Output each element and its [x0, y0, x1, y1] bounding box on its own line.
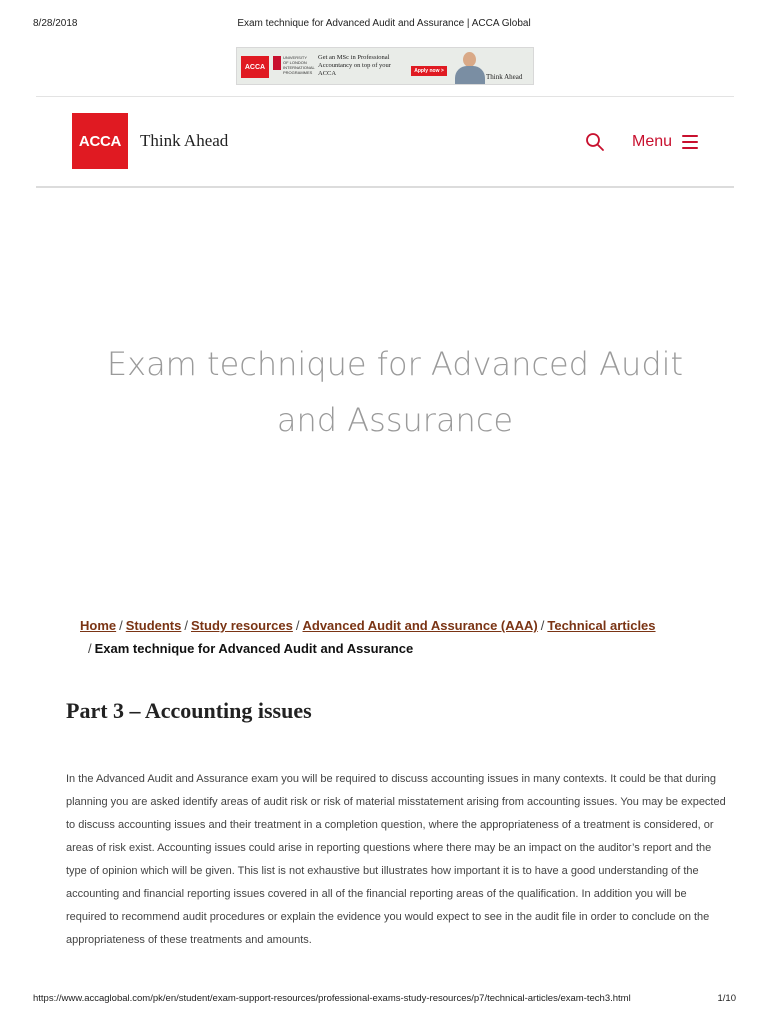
ad-text: Get an MSc in Professional Accountancy on top of your ACCA	[318, 54, 391, 77]
ad-banner[interactable]	[236, 47, 534, 85]
breadcrumb-separator: /	[540, 618, 545, 633]
menu-button[interactable]	[632, 130, 700, 154]
brand-tagline: Think Ahead	[140, 131, 229, 150]
breadcrumb-separator: /	[184, 618, 188, 633]
print-page-number: 1/10	[717, 993, 736, 1004]
search-icon	[584, 131, 606, 153]
ad-tagline: Think Ahead	[486, 73, 523, 81]
page-title	[80, 336, 710, 448]
breadcrumb-home[interactable]: Home	[80, 618, 117, 633]
breadcrumb-technical-articles[interactable]: Technical articles	[547, 618, 656, 633]
print-date: 8/28/2018	[33, 18, 78, 29]
hamburger-icon	[682, 135, 700, 149]
ad-university-name: UNIVERSITY OF LONDON INTERNATIONAL PROGRAMMES	[283, 55, 315, 75]
search-button[interactable]	[584, 131, 606, 153]
menu-label: Menu	[632, 133, 673, 150]
breadcrumb-current: Exam technique for Advanced Audit and Assurance	[94, 641, 414, 656]
acca-logo[interactable]: ACCA	[72, 113, 128, 169]
section-heading: Part 3 – Accounting issues	[66, 698, 312, 723]
header-top-divider	[36, 96, 734, 97]
breadcrumb	[80, 614, 700, 660]
print-header	[0, 18, 768, 32]
breadcrumb-separator: /	[88, 641, 92, 656]
breadcrumb-students[interactable]: Students	[125, 618, 182, 633]
ad-acca-logo: ACCA	[241, 56, 269, 78]
page-title-line-1: Exam technique for Advanced Audit	[106, 345, 684, 383]
breadcrumb-aaa[interactable]: Advanced Audit and Assurance (AAA)	[302, 618, 538, 633]
print-footer	[0, 993, 768, 1007]
breadcrumb-study-resources[interactable]: Study resources	[191, 618, 293, 633]
print-url: https://www.accaglobal.com/pk/en/student/exam-support-resources/professional-exams-study-resources/p7/technical-articles/exam-tech3.html	[33, 993, 631, 1004]
breadcrumb-separator: /	[295, 618, 300, 633]
ad-apply-button[interactable]: Apply now >	[411, 66, 447, 76]
breadcrumb-separator: /	[119, 618, 123, 633]
ad-person-image	[453, 50, 487, 85]
print-title: Exam technique for Advanced Audit and Assurance | ACCA Global	[237, 18, 531, 29]
page-title-line-2: and Assurance	[276, 401, 514, 439]
body-paragraph: In the Advanced Audit and Assurance exam you will be required to discuss accounting issues in many contexts. It could be that during planning you are asked identify areas of audit risk or risk of material misstatement arising from accounting issues. You may be expected to discuss accounting issues and their treatment in a completion question, where the appropriateness of a treatment is considered, or areas of risk exist. Accounting issues could arise in reporting questions where there may be an impact on the auditor’s report and the type of opinion which will be given. This list is not exhaustive but illustrates how important it is to have a good understanding of the accounting and financial reporting issues covered in all of the financial reporting areas of the qualification. In addition you will be required to recommend audit procedures or explain the evidence you would expect to see in the audit file in order to conclude on the appropriateness of these treatments and amounts.	[66, 773, 726, 946]
header-bottom-divider	[36, 186, 734, 188]
university-crest-icon	[273, 56, 281, 70]
